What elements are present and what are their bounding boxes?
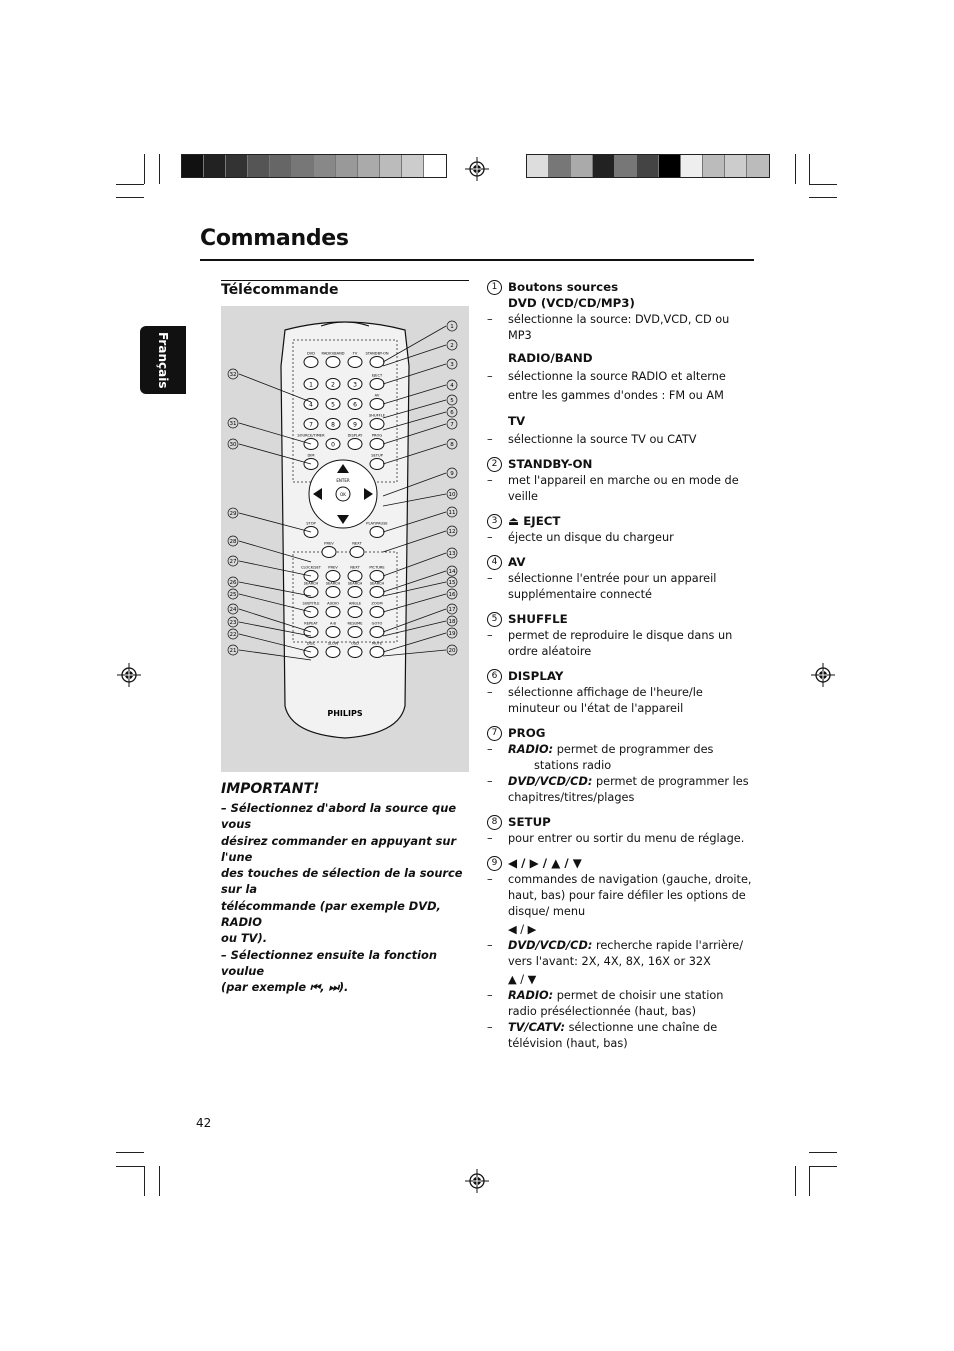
callout-number: 2 (450, 343, 454, 350)
remote-button-label: A-B (329, 621, 337, 626)
section-8: 8 SETUP – pour entrer ou sortir du menu de réglage. (487, 815, 745, 845)
callout-number: 10 (448, 492, 456, 499)
remote-button (348, 439, 362, 450)
callout-number: 12 (448, 529, 456, 536)
remote-button-label: RADIO/BAND (321, 351, 345, 356)
remote-button-label: 8 (331, 421, 335, 429)
sub-heading: RADIO/BAND (508, 351, 593, 365)
language-tab-label: Français (156, 331, 170, 389)
section-subtitle: Télécommande (221, 282, 339, 298)
callout-number: 6 (487, 669, 502, 684)
arrows-left-right: ◀ / ▶ (508, 923, 537, 936)
remote-button-label: OSD (351, 641, 359, 646)
crop-mark (809, 197, 837, 198)
color-swatch (571, 155, 593, 177)
color-swatch (270, 155, 292, 177)
registration-mark-icon (465, 1169, 489, 1193)
remote-button-label: EJECT (371, 373, 383, 378)
crop-mark (795, 154, 796, 184)
color-swatch (336, 155, 358, 177)
remote-button-label: STANDBY-ON (365, 351, 389, 356)
remote-button (348, 627, 362, 638)
section-heading: ◀ / ▶ / ▲ / ▼ (508, 856, 582, 870)
remote-button-label: SEARCH (369, 581, 385, 586)
callout-number: 8 (487, 815, 502, 830)
section-heading: PROG (508, 726, 546, 740)
remote-button-label: SEARCH (347, 581, 363, 586)
color-swatch (527, 155, 549, 177)
remote-button (370, 607, 384, 618)
remote-button-label: 2 (331, 381, 335, 389)
description: recherche rapide l'arrière/ vers l'avant: 2X, 4X, 8X, 16X or 32X (508, 939, 744, 968)
remote-button-label: 9 (353, 421, 357, 429)
section-3: 3 ⏏ EJECT – éjecte un disque du chargeur (487, 514, 674, 544)
crop-mark (159, 154, 160, 184)
section-5: 5 SHUFFLE – permet de reproduire le disque dans un ordre aléatoire (487, 612, 733, 658)
remote-button (370, 571, 384, 582)
page-title: Commandes (200, 226, 349, 251)
color-swatch (380, 155, 402, 177)
color-swatch (725, 155, 747, 177)
callout-number: 4 (450, 383, 454, 390)
callout-number: 15 (448, 580, 456, 587)
callout-number: 3 (487, 514, 502, 529)
color-swatch (424, 155, 446, 177)
description: permet de choisir une station radio présélectionnée (haut, bas) (508, 989, 724, 1018)
mode-label: TV/CATV: (508, 1021, 565, 1034)
callout-number: 24 (229, 607, 237, 614)
remote-button-label: 7 (309, 421, 313, 429)
section-heading: STANDBY-ON (508, 457, 593, 471)
remote-button (350, 547, 364, 558)
color-swatch (681, 155, 703, 177)
page-number: 42 (196, 1116, 212, 1130)
callout-number: 9 (450, 471, 454, 478)
color-swatch (292, 155, 314, 177)
remote-button-label: MUTE (371, 641, 383, 646)
remote-button-label: SETUP (371, 453, 383, 458)
color-swatch (659, 155, 681, 177)
section-heading: ⏏ EJECT (508, 514, 561, 528)
description: permet de programmer les chapitres/titres/plages (508, 775, 749, 804)
remote-button-label: PROG (371, 433, 383, 438)
crop-mark (116, 197, 144, 198)
remote-button (326, 571, 340, 582)
remote-button (370, 527, 384, 538)
remote-button (326, 357, 340, 368)
remote-button (370, 439, 384, 450)
crop-mark (116, 1166, 144, 1167)
remote-control-illustration (221, 306, 469, 772)
remote-button-label: OK (340, 492, 346, 497)
remote-button-label: DVD (307, 351, 315, 356)
description: met l'appareil en marche ou en mode de veille (508, 474, 739, 503)
callout-number: 26 (229, 580, 237, 587)
remote-button-label: SEARCH (303, 581, 319, 586)
remote-button (370, 647, 384, 658)
color-swatch (549, 155, 571, 177)
crop-mark (795, 1166, 796, 1196)
language-tab (140, 326, 186, 394)
callout-number: 17 (448, 607, 456, 614)
important-line: télécommande (par exemple DVD, RADIO (221, 898, 441, 930)
remote-button (370, 627, 384, 638)
callout-number: 8 (450, 442, 454, 449)
remote-control-figure (221, 306, 469, 772)
remote-button-label: CLOCK/SET (300, 565, 322, 570)
remote-button (304, 357, 318, 368)
callout-number: 5 (487, 612, 502, 627)
remote-button-label: PLAY/PAUSE (366, 521, 388, 526)
section-heading: DISPLAY (508, 669, 564, 683)
description: sélectionne une chaîne de télévision (haut, bas) (508, 1021, 718, 1050)
callout-number: 31 (229, 421, 237, 428)
description: commandes de navigation (gauche, droite, haut, bas) pour faire défiler les options de disque/ menu (508, 873, 752, 918)
remote-button (348, 587, 362, 598)
crop-mark (809, 1166, 837, 1167)
color-bar-right (526, 154, 770, 178)
section-9: 9 ◀ / ▶ / ▲ / ▼ – commandes de navigation (gauche, droite, haut, bas) pour faire défiler les options de disque/ menu ◀ / ▶ – DVD/VCD/CD: recherche rapide l'arrière/ vers l'avant: 2X, 4X, 8X, 16X or 32X ▲ / ▼ – RADIO: permet de choisir une station radio présélectionnée (haut, bas) – TV/CATV: sélectionne une chaîne de télévision (haut, bas) (487, 856, 752, 1050)
description: sélectionne la source RADIO et alterne entre les gammes d'ondes : FM ou AM (508, 370, 726, 402)
remote-button-label: 3 (353, 381, 357, 389)
remote-button-label: AV (374, 393, 380, 398)
crop-mark (159, 1166, 160, 1196)
color-swatch (402, 155, 424, 177)
color-swatch (615, 155, 637, 177)
callout-number: 7 (487, 726, 502, 741)
section-6: 6 DISPLAY – sélectionne affichage de l'heure/le minuteur ou l'état de l'appareil (487, 669, 703, 715)
callout-number: 19 (448, 631, 456, 638)
callout-number: 6 (450, 410, 454, 417)
remote-button (326, 627, 340, 638)
remote-button-label: REPEAT (304, 621, 318, 626)
remote-button-label: PICTURE (369, 565, 385, 570)
remote-button-label: GOTO (371, 621, 383, 626)
description: permet de programmer des stations radio (534, 743, 714, 772)
color-swatch (358, 155, 380, 177)
color-swatch (314, 155, 336, 177)
mode-label: DVD/VCD/CD: (508, 775, 593, 788)
section-2: 2 STANDBY-ON – met l'appareil en marche ou en mode de veille (487, 457, 739, 503)
section-heading-2: DVD (VCD/CD/MP3) (508, 296, 635, 310)
remote-brand-label: PHILIPS (327, 709, 363, 718)
section-heading: AV (508, 555, 526, 569)
crop-mark (116, 184, 144, 185)
mode-label: RADIO: (508, 743, 554, 756)
color-swatch (703, 155, 725, 177)
remote-button (370, 419, 384, 430)
callout-number: 13 (448, 551, 456, 558)
important-title: IMPORTANT! (221, 781, 320, 797)
subtitle-rule (221, 280, 469, 281)
crop-mark (809, 184, 837, 185)
remote-button (348, 607, 362, 618)
remote-button-label: 5 (331, 401, 335, 409)
remote-button-label: PREV (328, 565, 338, 570)
remote-button-label: SHUFFLE (368, 413, 386, 418)
section-7: 7 PROG – RADIO: permet de programmer des stations radio – DVD/VCD/CD: permet de programmer les chapitres/titres/plages (487, 726, 749, 804)
callout-number: 1 (487, 280, 502, 295)
section-heading: SHUFFLE (508, 612, 568, 626)
color-swatch (248, 155, 270, 177)
callout-number: 7 (450, 422, 454, 429)
description: sélectionne la source TV ou CATV (508, 433, 697, 446)
remote-button-label: SLOW (327, 641, 339, 646)
callout-number: 3 (450, 362, 454, 369)
arrows-up-down: ▲ / ▼ (508, 973, 537, 986)
callout-number: 22 (229, 632, 237, 639)
callout-number: 16 (448, 592, 456, 599)
description: permet de reproduire le disque dans un ordre aléatoire (508, 629, 733, 658)
description: sélectionne l'entrée pour un appareil supplémentaire connecté (508, 572, 717, 601)
callout-number: 29 (229, 511, 237, 518)
callout-number: 9 (487, 856, 502, 871)
crop-mark (116, 1152, 144, 1153)
remote-button-label: SUBTITLE (302, 601, 320, 606)
remote-button-label: PREV (324, 541, 334, 546)
remote-button-label: 1 (309, 381, 313, 389)
important-line: ou TV). (221, 931, 268, 946)
registration-mark-icon (465, 157, 489, 181)
remote-button (370, 379, 384, 390)
registration-mark-icon (811, 663, 835, 687)
callout-number: 14 (448, 569, 456, 576)
color-swatch (593, 155, 615, 177)
mode-label: RADIO: (508, 989, 554, 1002)
color-swatch (637, 155, 659, 177)
mode-label: DVD/VCD/CD: (508, 939, 593, 952)
color-swatch (226, 155, 248, 177)
callout-number: 27 (229, 559, 237, 566)
section-1: 1 Boutons sources DVD (VCD/CD/MP3) – sélectionne la source: DVD,VCD, CD ou MP3 RADIO/BAND – sélectionne la source RADIO et alterne entre les gammes d'ondes : FM ou AM TV – sélectionne la source TV ou CATV (487, 279, 752, 448)
important-line: – Sélectionnez ensuite la fonction voulue (221, 947, 437, 978)
remote-button-label: ANGLE (348, 601, 362, 606)
color-swatch (182, 155, 204, 177)
remote-button-label: DISC (306, 641, 316, 646)
important-line: désirez commander en appuyant sur l'une (221, 833, 457, 864)
remote-button-label: SEARCH (325, 581, 341, 586)
remote-button-label: NEXT (350, 565, 360, 570)
callout-number: 5 (450, 398, 454, 405)
important-line: – Sélectionnez d'abord la source que vous (221, 801, 457, 832)
remote-button (326, 607, 340, 618)
callout-number: 21 (229, 648, 237, 655)
callout-number: 2 (487, 457, 502, 472)
remote-button-label: DIM (307, 453, 315, 458)
important-line: des touches de sélection de la source sur la (221, 866, 463, 897)
crop-mark (809, 1152, 837, 1153)
important-line: (par exemple ⏮, ⏭). (221, 980, 349, 995)
sub-heading: TV (508, 414, 526, 428)
callout-number: 1 (450, 324, 454, 331)
crop-mark (144, 154, 145, 184)
remote-button-label: NEXT (352, 541, 362, 546)
color-swatch (747, 155, 769, 177)
remote-button-label: 4 (309, 401, 313, 409)
remote-button-label: ZOOM (371, 601, 383, 606)
callout-number: 25 (229, 592, 237, 599)
remote-button (370, 459, 384, 470)
remote-button (370, 357, 384, 368)
remote-button (348, 647, 362, 658)
callout-number: 18 (448, 619, 456, 626)
remote-button (348, 357, 362, 368)
remote-button-label: 0 (331, 441, 335, 449)
callout-number: 4 (487, 555, 502, 570)
callout-number: 20 (448, 648, 456, 655)
remote-button (370, 587, 384, 598)
remote-button-label: SOURCE/TIMER (297, 433, 325, 438)
remote-button (322, 547, 336, 558)
remote-button-label: RESUME (347, 621, 363, 626)
remote-button-label: TV (352, 351, 358, 356)
callout-number: 11 (448, 510, 456, 517)
remote-button (370, 399, 384, 410)
section-heading: SETUP (508, 815, 551, 829)
crop-mark (809, 1166, 810, 1196)
remote-button-label: STOP (306, 521, 316, 526)
crop-mark (144, 1166, 145, 1196)
remote-button (326, 647, 340, 658)
description: sélectionne affichage de l'heure/le minuteur ou l'état de l'appareil (508, 686, 703, 715)
remote-button-label: AUDIO (327, 601, 339, 606)
color-bar-left (181, 154, 447, 178)
remote-button-label: 6 (353, 401, 357, 409)
description: éjecte un disque du chargeur (508, 531, 674, 544)
callout-number: 32 (229, 372, 237, 379)
callout-number: 23 (229, 620, 237, 627)
description: sélectionne la source: DVD,VCD, CD ou MP3 (508, 313, 730, 342)
registration-mark-icon (117, 663, 141, 687)
crop-mark (809, 154, 810, 184)
description: pour entrer ou sortir du menu de réglage. (508, 832, 745, 845)
title-rule (200, 259, 754, 261)
remote-button (348, 571, 362, 582)
callout-number: 28 (229, 539, 237, 546)
button-descriptions (487, 279, 752, 1060)
section-heading: Boutons sources (508, 280, 619, 294)
callout-number: 30 (229, 442, 237, 449)
remote-button-label: DISPLAY (347, 433, 363, 438)
remote-button-label: ENTER (336, 478, 350, 483)
important-body (221, 800, 469, 996)
remote-button (326, 587, 340, 598)
color-swatch (204, 155, 226, 177)
section-4: 4 AV – sélectionne l'entrée pour un appareil supplémentaire connecté (487, 555, 717, 601)
